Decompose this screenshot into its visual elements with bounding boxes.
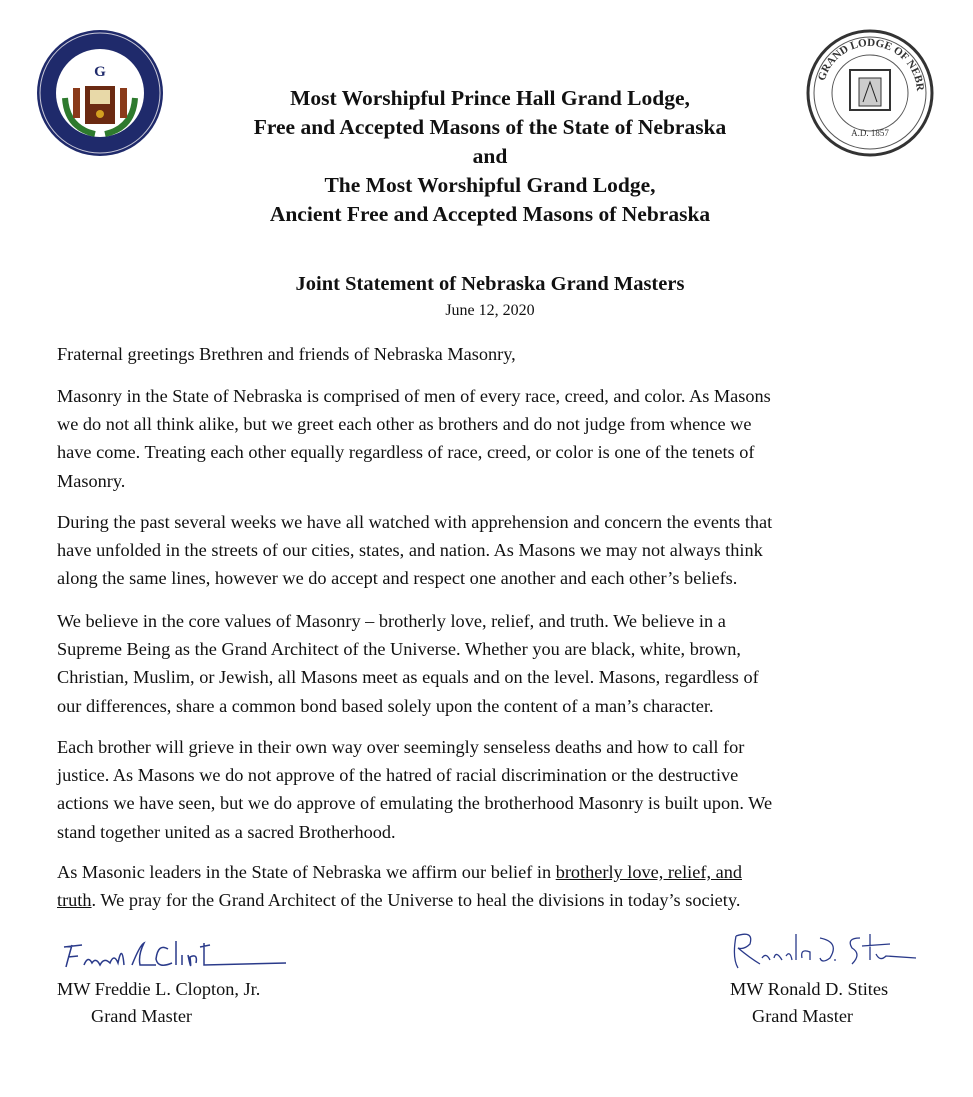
text-line: We believe in the core values of Masonry – brotherly love, relief, and truth. We believe in a: [57, 611, 726, 631]
svg-text:GRAND LODGE OF NEBRASKA: GRAND LODGE OF NEBR: [815, 36, 927, 92]
signatory-title: Grand Master: [91, 1006, 193, 1026]
text-line: During the past several weeks we have all watched with apprehension and concern the events that: [57, 512, 773, 532]
signature-stites: [730, 928, 920, 978]
statement-heading: Joint Statement of Nebraska Grand Masters: [295, 273, 685, 295]
underlined-values: truth: [57, 890, 92, 911]
text-line: Masonry.: [57, 470, 126, 491]
text-line: have unfolded in the streets of our cities, states, and nation. As Masons we may not always think: [57, 540, 763, 561]
closing-paragraph: [57, 858, 937, 914]
text-line: [57, 858, 937, 886]
svg-text:A.D. 1857: A.D. 1857: [851, 128, 889, 138]
title-line: and: [472, 144, 508, 168]
seal-letter-g: G: [94, 64, 106, 80]
text-line: our differences, share a common bond based solely upon the content of a man’s character.: [57, 695, 714, 716]
text-line: Masonry in the State of Nebraska is comprised of men of every race, creed, and color. As Masons: [57, 386, 771, 406]
text-line: actions we have seen, but we do approve of emulating the brotherhood Masonry is built upon. We: [57, 793, 773, 814]
closing-text: As Masonic leaders in the State of Nebraska we affirm our belief in: [57, 862, 556, 882]
signatory-title: Grand Master: [752, 1006, 854, 1026]
signatory-left: [57, 976, 260, 1030]
title-line: Ancient Free and Accepted Masons of Nebraska: [269, 202, 711, 226]
paragraph-4: [57, 733, 937, 846]
signature-clopton: [60, 935, 290, 980]
paragraph-1: [57, 382, 937, 495]
text-line: have come. Treating each other equally regardless of race, creed, or color is one of the tenets of: [57, 442, 755, 463]
text-line: justice. As Masons we do not approve of the hatred of racial discrimination or the destructive: [57, 765, 739, 786]
statement-date: June 12, 2020: [445, 302, 535, 319]
text-line: along the same lines, however we do accept and respect one another and each other’s beliefs.: [57, 568, 738, 589]
title-line: The Most Worshipful Grand Lodge,: [324, 173, 656, 197]
text-line: Christian, Muslim, or Jewish, all Masons meet as equals and on the level. Masons, regardless of: [57, 667, 759, 688]
closing-text: . We pray for the Grand Architect of the Universe to heal the divisions in today’s society.: [91, 890, 741, 911]
text-line: Each brother will grieve in their own way over seemingly senseless deaths and how to call for: [57, 737, 745, 757]
signatory-name: MW Freddie L. Clopton, Jr.: [57, 979, 261, 999]
prince-hall-seal-logo: [35, 28, 165, 163]
title-line: Free and Accepted Masons of the State of Nebraska: [253, 115, 727, 139]
title-line: Most Worshipful Prince Hall Grand Lodge,: [290, 86, 690, 110]
text-line: we do not all think alike, but we greet each other as brothers and do not judge from whence we: [57, 414, 752, 435]
paragraph-3: [57, 607, 937, 720]
text-line: Supreme Being as the Grand Architect of the Universe. Whether you are black, white, brown,: [57, 639, 741, 660]
text-line: [57, 886, 937, 914]
letterhead-title: [150, 84, 830, 229]
signatory-right: [730, 976, 888, 1030]
greeting: Fraternal greetings Brethren and friends of Nebraska Masonry,: [57, 344, 516, 364]
paragraph-2: [57, 508, 937, 593]
signatory-name: MW Ronald D. Stites: [730, 979, 889, 999]
text-line: stand together united as a sacred Brotherhood.: [57, 821, 396, 842]
underlined-values: brotherly love, relief, and: [555, 862, 742, 882]
